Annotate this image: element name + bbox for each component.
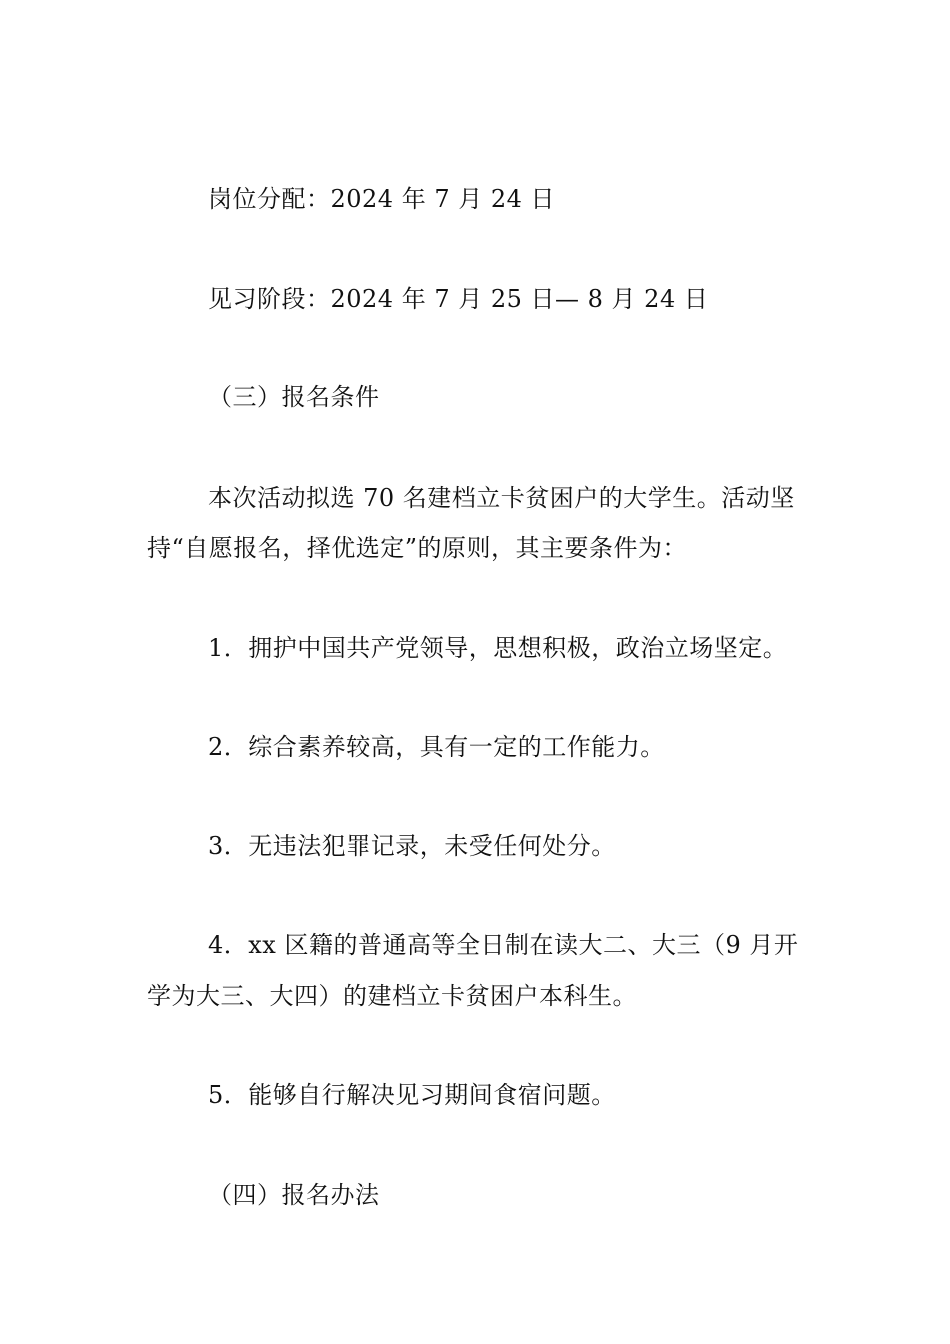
schedule-assignment-line: 岗位分配：2024 年 7 月 24 日 <box>208 185 556 213</box>
condition-item-4-line-1: 4．xx 区籍的普通高等全日制在读大二、大三（9 月开 <box>208 931 799 959</box>
section-heading-registration-conditions: （三）报名条件 <box>208 383 380 411</box>
condition-item-1: 1．拥护中国共产党领导，思想积极，政治立场坚定。 <box>208 634 788 662</box>
schedule-internship-line: 见习阶段：2024 年 7 月 25 日— 8 月 24 日 <box>208 285 709 313</box>
condition-item-4-line-2: 学为大三、大四）的建档立卡贫困户本科生。 <box>147 982 637 1010</box>
section-heading-registration-method: （四）报名办法 <box>208 1181 380 1209</box>
condition-item-3: 3．无违法犯罪记录，未受任何处分。 <box>208 832 616 860</box>
paragraph-intro-line-1: 本次活动拟选 70 名建档立卡贫困户的大学生。活动坚 <box>208 484 795 512</box>
condition-item-5: 5．能够自行解决见习期间食宿问题。 <box>208 1081 616 1109</box>
condition-item-2: 2．综合素养较高，具有一定的工作能力。 <box>208 733 665 761</box>
paragraph-intro-line-2: 持“自愿报名，择优选定”的原则，其主要条件为： <box>147 534 688 562</box>
